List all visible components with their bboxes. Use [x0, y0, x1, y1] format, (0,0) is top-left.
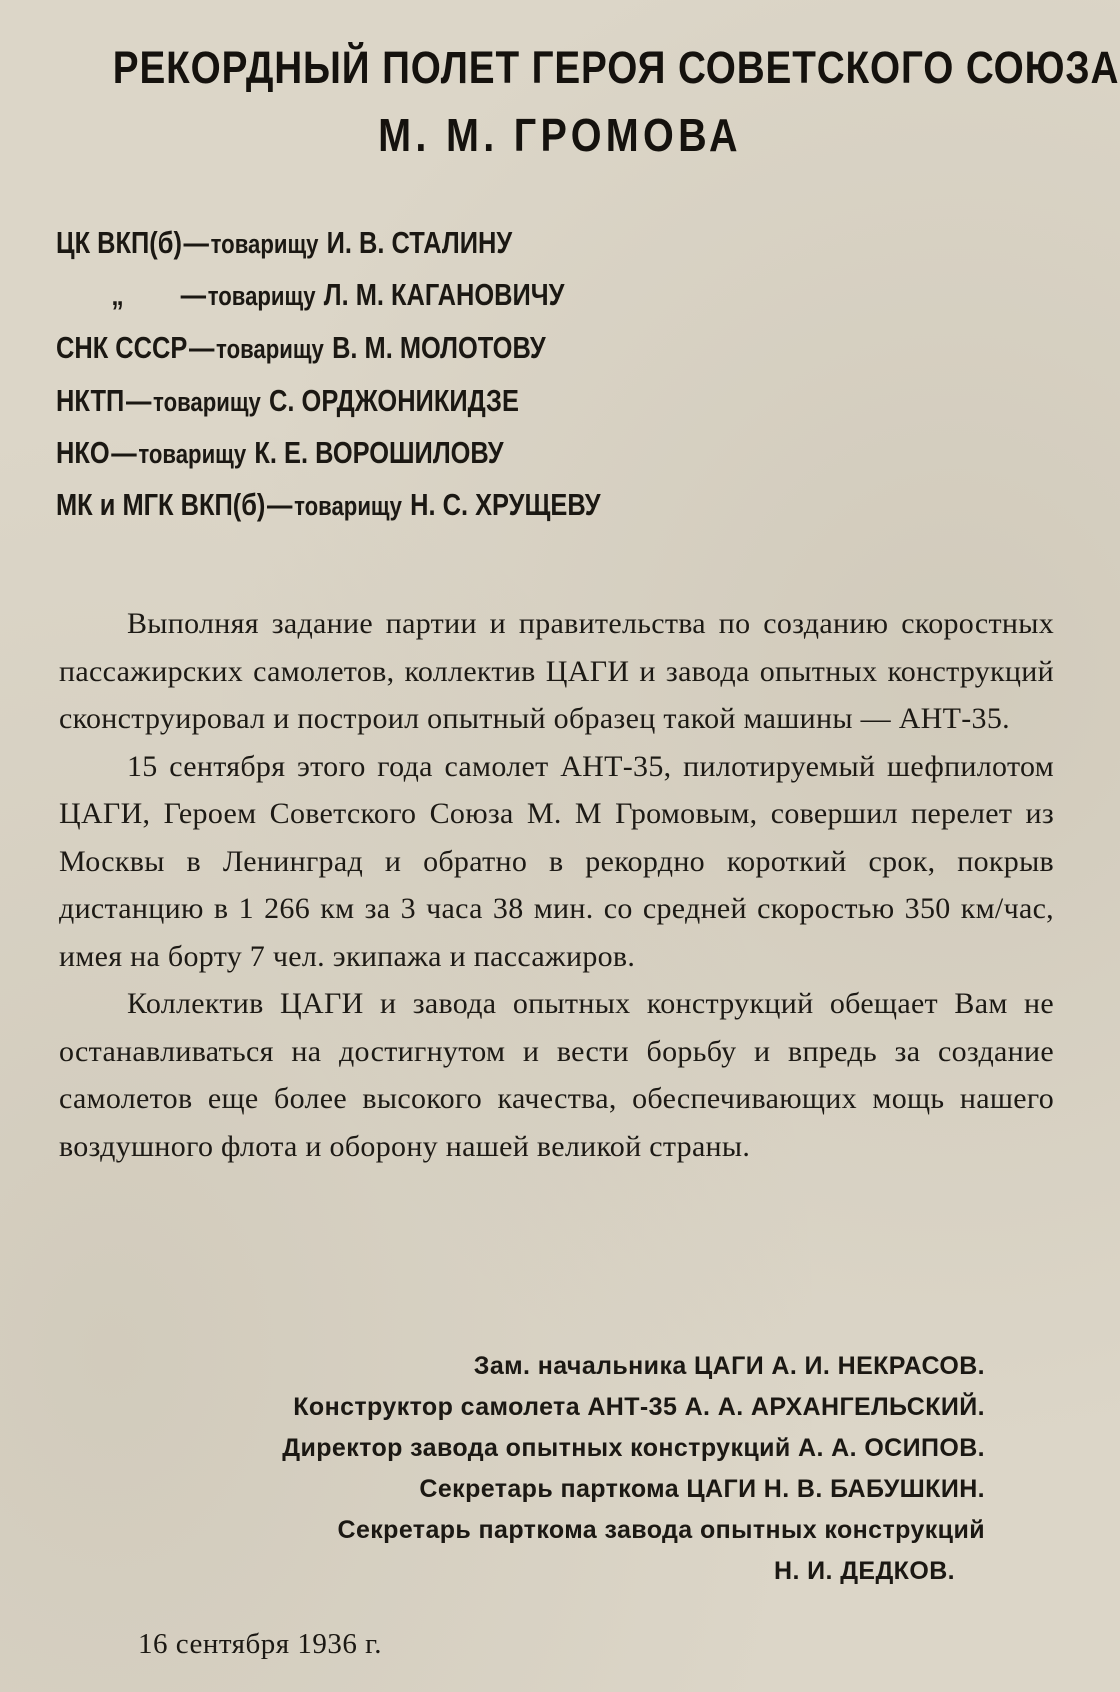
signature-line-nekrasov: Зам. начальника ЦАГИ А. И. НЕКРАСОВ.	[473, 1352, 985, 1380]
body-paragraph-1: Выполняя задание партии и правительства по созданию скоростных пассажирских самолетов, коллектив ЦАГИ и завода опытных конструкций сконструировал и построил опытный образец такой машины — АНТ-35.	[59, 607, 1054, 735]
addressee-org: СНК СССР	[56, 330, 188, 365]
addressee-name: В. М. МОЛОТОВУ	[332, 330, 546, 365]
addressee-name: И. В. СТАЛИНУ	[326, 225, 513, 260]
addressee-org: НКО	[56, 435, 110, 470]
document-title-line-1: РЕКОРДНЫЙ ПОЛЕТ ГЕРОЯ СОВЕТСКОГО СОЮЗА	[112, 42, 1120, 93]
signature-line-arkhangelsky: Конструктор самолета АНТ-35 А. А. АРХАНГЕЛЬСКИЙ.	[293, 1393, 985, 1421]
addressee-name: С. ОРДЖОНИКИДЗЕ	[269, 383, 519, 418]
addressee-org: МК и МГК ВКП(б)	[56, 487, 266, 522]
addressee-line	[56, 435, 504, 479]
document-title-line-2: М. М. ГРОМОВА	[378, 109, 742, 161]
addressee-salutation: товарищу	[153, 387, 261, 417]
addressee-line	[56, 487, 601, 531]
signature-line-dedkov-title: Секретарь парткома завода опытных конструкций	[337, 1516, 985, 1544]
ditto-mark: „	[111, 279, 124, 312]
addressee-line	[56, 383, 519, 427]
addressee-dash: —	[188, 330, 215, 365]
addressee-salutation: товарищу	[210, 229, 319, 259]
document-date: 16 сентября 1936 г.	[138, 1628, 382, 1660]
addressee-name: К. Е. ВОРОШИЛОВУ	[254, 435, 504, 470]
addressee-dash: —	[183, 225, 209, 260]
addressee-line	[56, 330, 546, 374]
addressee-dash: —	[125, 383, 152, 418]
signature-line-osipov: Директор завода опытных конструкций А. А. ОСИПОВ.	[282, 1434, 985, 1462]
addressee-dash: —	[180, 277, 207, 312]
addressee-org: НКТП	[56, 383, 125, 418]
signature-block	[85, 1346, 985, 1592]
addressee-salutation: товарищу	[138, 439, 247, 469]
addressee-salutation: товарищу	[207, 281, 316, 311]
signature-line-babushkin: Секретарь парткома ЦАГИ Н. В. БАБУШКИН.	[419, 1475, 985, 1503]
body-paragraph-3: Коллектив ЦАГИ и завода опытных конструкций обещает Вам не останавливаться на достигнутом и вести борьбу и впредь за создание самолетов еще более высокого качества, обеспечивающих мощь нашего воздушного флота и оборону нашей великой страны.	[59, 987, 1054, 1163]
addressee-dash: —	[111, 435, 137, 470]
addressee-dash: —	[267, 487, 293, 522]
addressee-name: Н. С. ХРУЩЕВУ	[410, 487, 601, 522]
signature-line-dedkov-name: Н. И. ДЕДКОВ.	[773, 1557, 955, 1585]
addressee-line	[56, 277, 564, 321]
addressee-line	[56, 225, 512, 269]
body-paragraph-2: 15 сентября этого года самолет АНТ-35, пилотируемый шефпилотом ЦАГИ, Героем Советского Союза М. М Громовым, совершил перелет из Москвы в Ленинград и обратно в рекордно короткий срок, покрыв дистанцию в 1 266 км за 3 часа 38 мин. со средней скоростью 350 км/час, имея на борту 7 чел. экипажа и пассажиров.	[59, 749, 1054, 973]
letter-body	[59, 600, 1054, 1170]
addressee-name: Л. М. КАГАНОВИЧУ	[323, 277, 565, 312]
addressee-salutation: товарищу	[216, 334, 324, 364]
addressee-salutation: товарищу	[294, 491, 402, 521]
addressee-org: ЦК ВКП(б)	[56, 225, 182, 260]
